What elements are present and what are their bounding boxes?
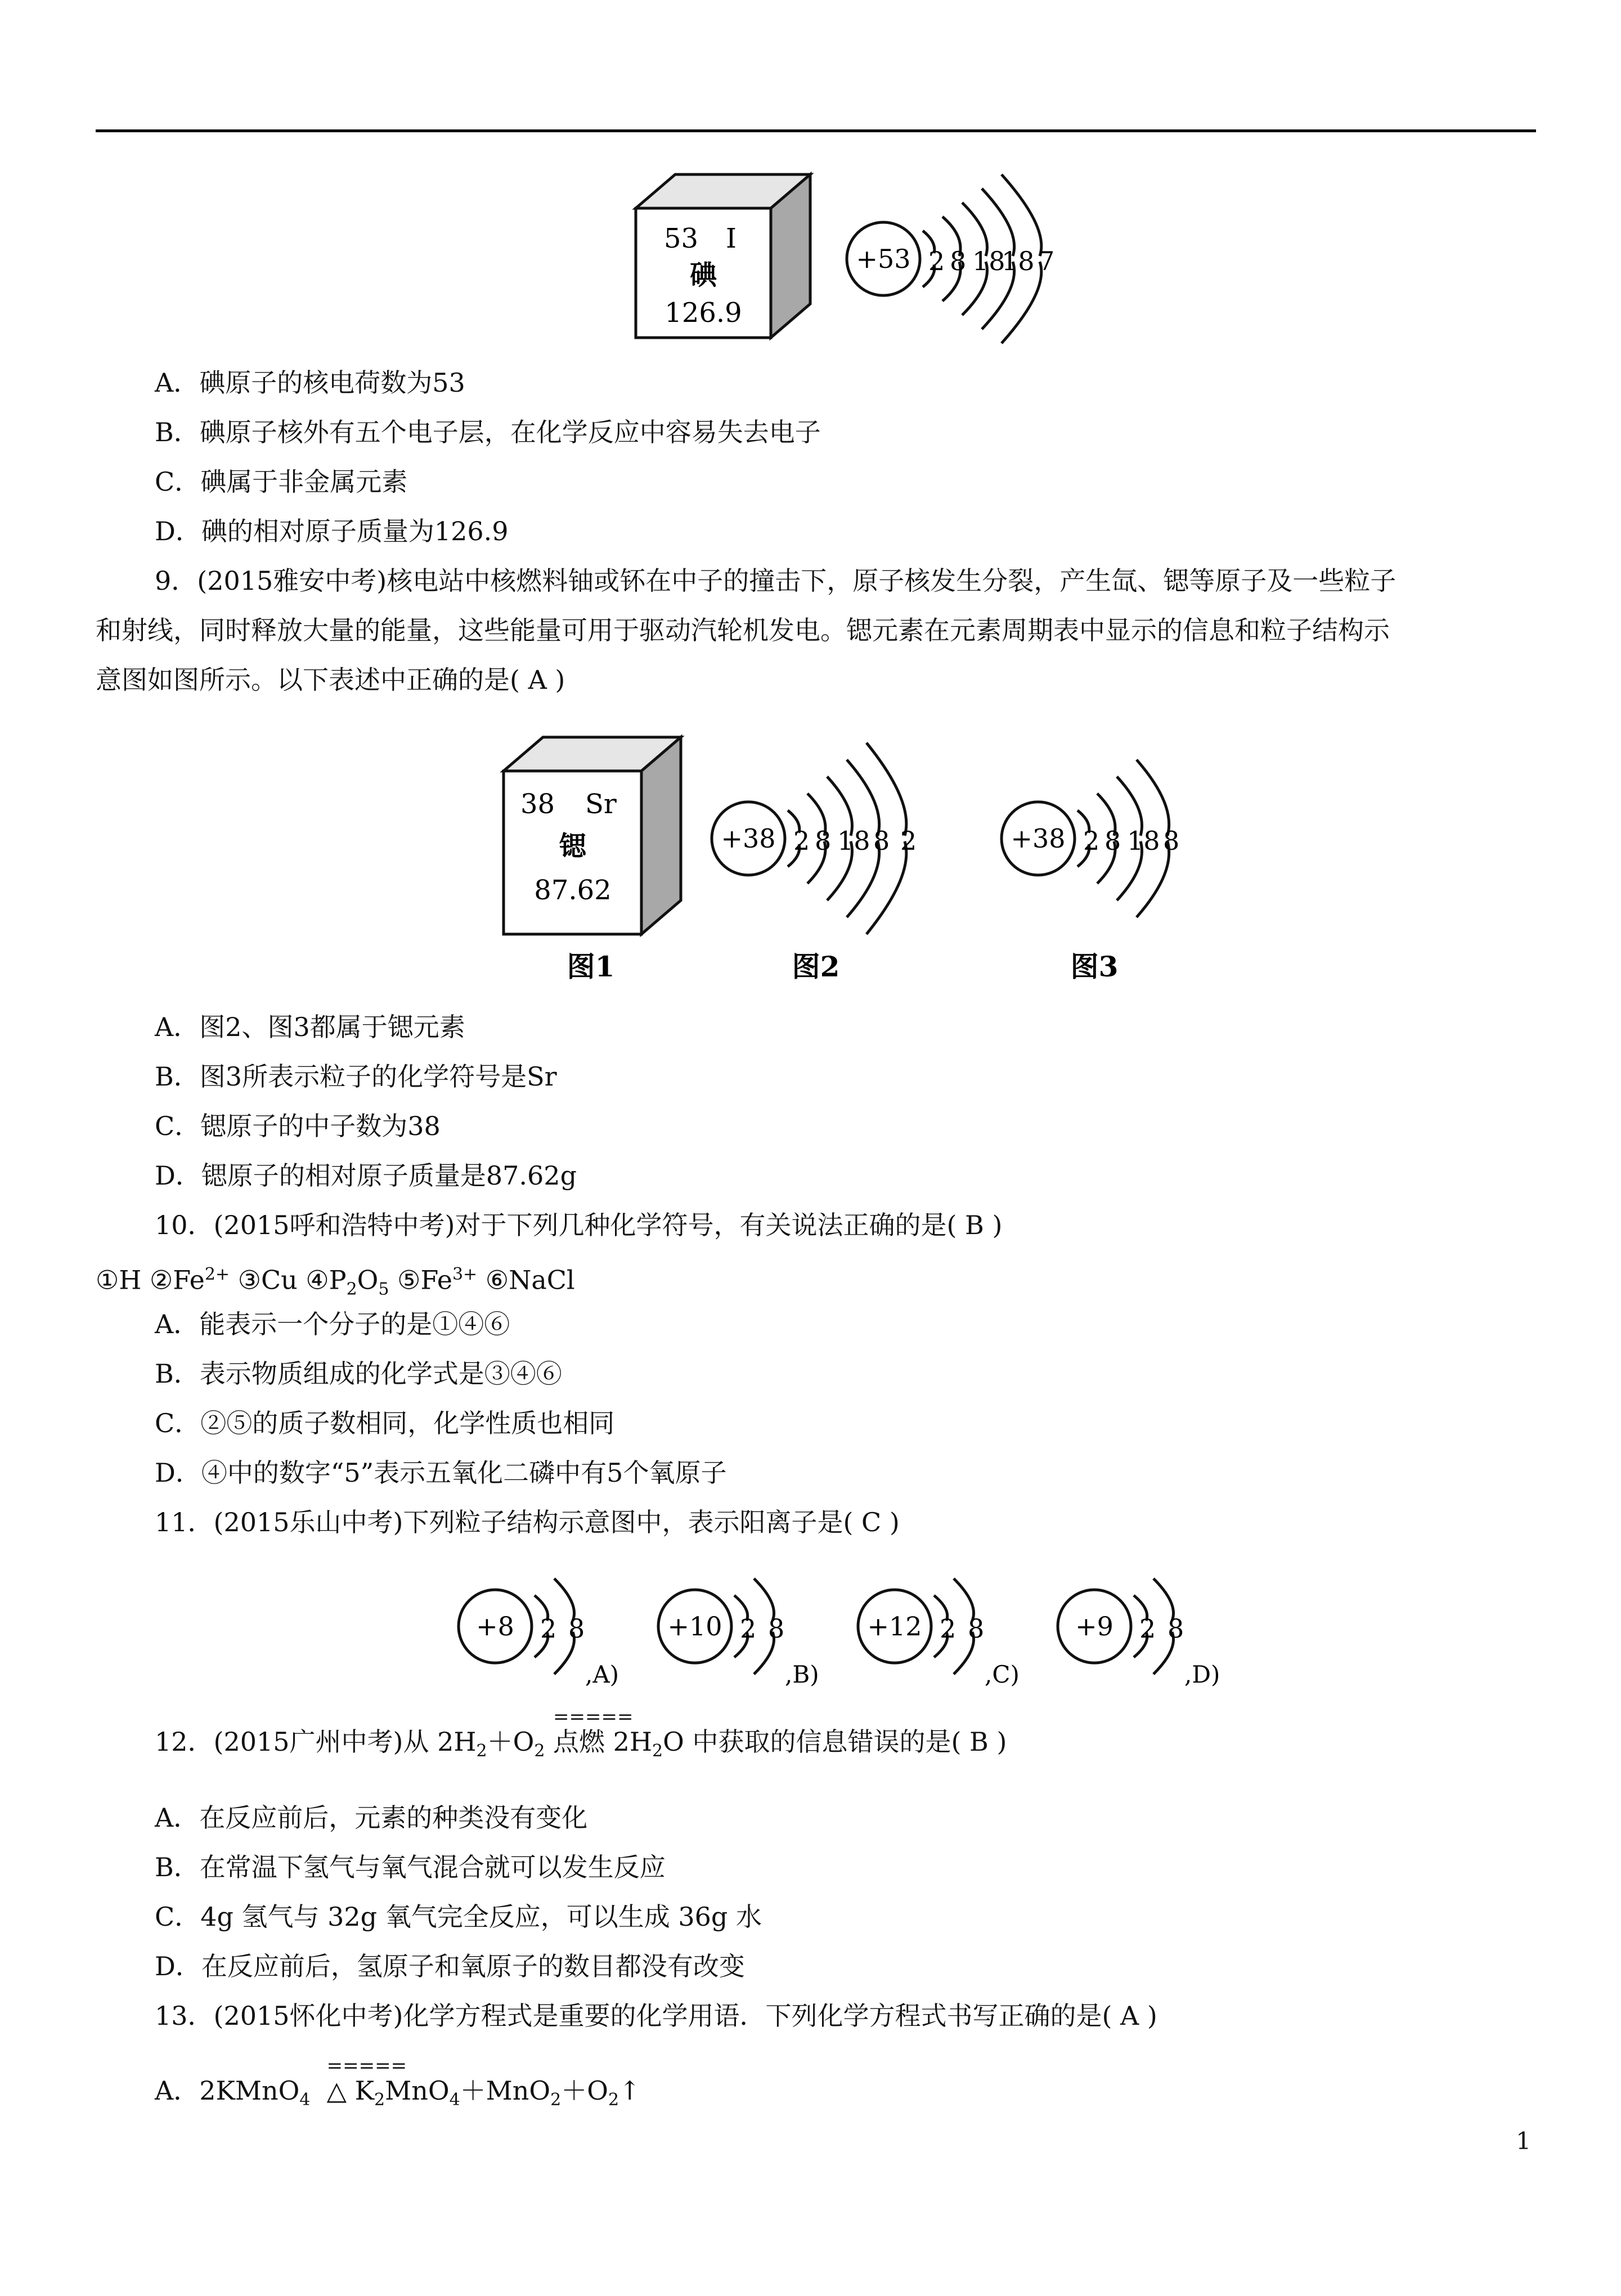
tile-name: 碘 — [689, 259, 717, 291]
iodine-atom-diagram — [847, 174, 1054, 343]
svg-text:8: 8 — [568, 1613, 585, 1644]
strontium-element-tile — [504, 737, 681, 934]
tile-number: 53 — [664, 223, 699, 254]
svg-text:2: 2 — [540, 1613, 557, 1644]
svg-text:2: 2 — [940, 1613, 957, 1644]
shell-1: 2 — [1083, 826, 1100, 856]
shell-4: 8 — [873, 826, 890, 856]
page-number: 1 — [1516, 2127, 1531, 2155]
strontium-ion-diagram — [1002, 760, 1179, 917]
q8-option-b: B．碘原子核外有五个电子层，在化学反应中容易失去电子 — [155, 417, 821, 447]
ion-diagram-c — [858, 1578, 1020, 1688]
tile-symbol: Sr — [585, 788, 617, 820]
nucleus-charge: +8 — [476, 1611, 514, 1642]
shell-2: 8 — [1104, 826, 1121, 856]
q9-stem-line-2: 和射线，同时释放大量的能量，这些能量可用于驱动汽轮机发电。锶元素在元素周期表中显示的信息和粒子结构示 — [96, 615, 1390, 645]
q10-symbols: ①H $②Fe^{2+}$ ③Cu $④P_2O_5$ $⑤Fe^{3+}$ ⑥NaCl — [96, 1264, 575, 1299]
q10-option-a: A．能表示一个分子的是①④⑥ — [155, 1309, 510, 1339]
tile-symbol: I — [726, 223, 737, 254]
svg-text:8: 8 — [968, 1613, 985, 1644]
iodine-element-tile — [636, 174, 810, 338]
shell-4: 8 — [1163, 826, 1180, 856]
nucleus-charge: +38 — [721, 823, 776, 854]
shell-5: 2 — [900, 826, 917, 856]
nucleus-charge: +38 — [1011, 823, 1066, 854]
header-rule — [96, 129, 1536, 132]
tile-mass: 126.9 — [664, 297, 742, 329]
nucleus-charge: +9 — [1075, 1611, 1113, 1642]
tile-name: 锶 — [559, 831, 587, 862]
q13-stem: 13．(2015怀化中考)化学方程式是重要的化学用语．下列化学方程式书写正确的是( A ) — [155, 2001, 1157, 2031]
shell-3: 18 — [1127, 826, 1160, 856]
figure-caption-2: 图2 — [792, 950, 840, 983]
svg-text:2: 2 — [740, 1613, 757, 1644]
q9-option-c: C．锶原子的中子数为38 — [155, 1111, 441, 1141]
shell-3: 18 — [837, 826, 870, 856]
ion-diagram-a — [459, 1578, 619, 1688]
ion-diagram-d — [1058, 1578, 1220, 1688]
q8-option-c: C．碘属于非金属元素 — [155, 467, 408, 497]
q12-option-d: D．在反应前后，氢原子和氧原子的数目都没有改变 — [155, 1951, 745, 1981]
q8-option-d: D．碘的相对原子质量为126.9 — [155, 516, 509, 546]
shell-4: 18 — [1002, 246, 1035, 276]
option-label: ,B) — [785, 1661, 819, 1688]
option-label: ,C) — [985, 1661, 1020, 1688]
shell-5: 7 — [1038, 246, 1055, 276]
nucleus-charge: +12 — [867, 1611, 922, 1642]
reaction-condition: ===== 点燃 — [553, 1706, 634, 1757]
option-label: ,A) — [585, 1661, 619, 1688]
figure-caption-3: 图3 — [1070, 950, 1119, 983]
q12-option-b: B．在常温下氢气与氧气混合就可以发生反应 — [155, 1852, 666, 1882]
nucleus-charge: +10 — [667, 1611, 722, 1642]
tile-number: 38 — [520, 788, 555, 820]
svg-text:8: 8 — [1168, 1613, 1184, 1644]
q12-option-c: C．4g 氢气与 32g 氧气完全反应，可以生成 36g 水 — [155, 1902, 762, 1932]
q10-stem: 10．(2015呼和浩特中考)对于下列几种化学符号，有关说法正确的是( B ) — [155, 1210, 1003, 1240]
shell-1: 2 — [928, 246, 945, 276]
iodine-figure — [625, 169, 1063, 349]
q8-option-a: A．碘原子的核电荷数为53 — [155, 367, 465, 398]
q12-option-a: A．在反应前后，元素的种类没有变化 — [155, 1802, 588, 1833]
q9-stem-line-3: 意图如图所示。以下表述中正确的是( A ) — [96, 665, 565, 695]
strontium-figure — [495, 720, 1193, 990]
option-label: ,D) — [1184, 1661, 1220, 1688]
shell-1: 2 — [793, 826, 810, 856]
q9-stem-line-1: 9．(2015雅安中考)核电站中核燃料铀或钚在中子的撞击下，原子核发生分裂，产生氙、锶等原子及一些粒子 — [155, 566, 1397, 596]
ion-diagram-b — [658, 1578, 819, 1688]
q11-ion-diagrams — [450, 1562, 1249, 1697]
svg-text:2: 2 — [1139, 1613, 1156, 1644]
q10-option-d: D．④中的数字“5”表示五氧化二磷中有5个氧原子 — [155, 1458, 727, 1488]
q10-option-b: B．表示物质组成的化学式是③④⑥ — [155, 1358, 562, 1389]
shell-2: 8 — [950, 246, 967, 276]
q10-option-c: C．②⑤的质子数相同，化学性质也相同 — [155, 1408, 615, 1438]
tile-mass: 87.62 — [534, 875, 612, 906]
q11-stem: 11．(2015乐山中考)下列粒子结构示意图中，表示阳离子是( C ) — [155, 1507, 900, 1537]
strontium-atom-diagram — [712, 743, 917, 934]
q12-stem: 12．(2015广州中考)从 $2H_2+O_2$ ===== 点燃 $2H_2O$ 中获取的信息错误的是( B ) — [155, 1706, 1007, 1761]
q13-option-a: A．2KMnO$_4$ ===== △ $K_2MnO_4+MnO_2+O_2↑$ — [155, 2055, 641, 2110]
nucleus-charge: +53 — [856, 244, 911, 274]
q9-option-a: A．图2、图3都属于锶元素 — [155, 1012, 465, 1042]
q9-option-b: B．图3所表示粒子的化学符号是Sr — [155, 1061, 557, 1092]
q9-option-d: D．锶原子的相对原子质量是87.62g — [155, 1160, 577, 1191]
svg-text:8: 8 — [768, 1613, 785, 1644]
shell-3: 18 — [972, 246, 1005, 276]
reaction-condition: ===== △ — [326, 2055, 407, 2106]
shell-2: 8 — [815, 826, 832, 856]
figure-caption-1: 图1 — [567, 950, 615, 983]
